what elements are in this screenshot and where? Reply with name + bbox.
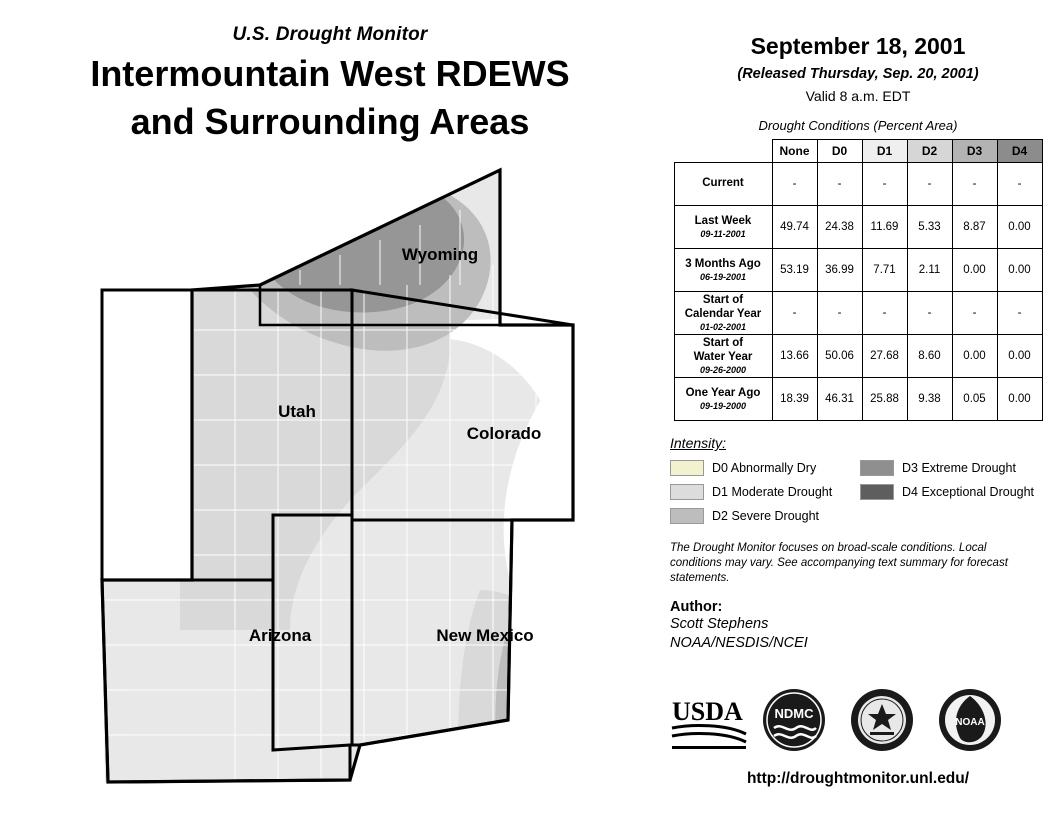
program-title: U.S. Drought Monitor bbox=[232, 24, 428, 45]
cell-d0: 36.99 bbox=[817, 249, 862, 292]
row-label-date: 09-11-2001 bbox=[700, 229, 746, 240]
row-label-text: Current bbox=[702, 177, 744, 190]
noaa-logo bbox=[938, 688, 1002, 757]
cell-d4: 0.00 bbox=[997, 249, 1042, 292]
author-heading: Author: bbox=[670, 598, 723, 615]
legend-label-d4: D4 Exceptional Drought bbox=[902, 485, 1035, 499]
author-name: Scott Stephens bbox=[670, 615, 769, 632]
row-label-date: 06-19-2001 bbox=[699, 272, 747, 283]
swatch-d1-icon bbox=[670, 484, 704, 500]
cell-d3: 0.00 bbox=[952, 335, 997, 378]
cell-d3: 8.87 bbox=[952, 206, 997, 249]
cell-d1: 27.68 bbox=[862, 335, 907, 378]
map-label-utah: Utah bbox=[278, 402, 316, 421]
row-label-text: Start of Water Year bbox=[693, 336, 753, 363]
release-date: (Released Thursday, Sep. 20, 2001) bbox=[737, 66, 979, 82]
cell-d1: 25.88 bbox=[862, 378, 907, 421]
map-area-d2-south bbox=[495, 630, 568, 786]
table-col-d4: D4 bbox=[997, 140, 1042, 163]
cell-d2: - bbox=[907, 292, 952, 335]
table-row bbox=[674, 163, 1042, 206]
row-label-one-year-ago bbox=[674, 378, 772, 421]
cell-none: 53.19 bbox=[772, 249, 817, 292]
row-label-date: 09-26-2000 bbox=[699, 365, 747, 376]
table-col-d1: D1 bbox=[862, 140, 907, 163]
map-area-d1-south bbox=[458, 590, 572, 785]
map-label-wyoming: Wyoming bbox=[401, 245, 479, 264]
drought-map bbox=[60, 160, 660, 800]
cell-d1: 7.71 bbox=[862, 249, 907, 292]
usda-seal-logo bbox=[850, 688, 914, 757]
author-affiliation: NOAA/NESDIS/NCEI bbox=[670, 635, 808, 652]
table-caption: Drought Conditions (Percent Area) bbox=[758, 118, 958, 133]
swatch-d3-icon bbox=[860, 460, 894, 476]
swatch-d2-icon bbox=[670, 508, 704, 524]
legend-column-left bbox=[670, 457, 860, 529]
legend-column-right bbox=[860, 457, 1040, 505]
row-label-text: Last Week bbox=[694, 214, 752, 227]
table-col-d3: D3 bbox=[952, 140, 997, 163]
legend-label-d3: D3 Extreme Drought bbox=[902, 461, 1016, 475]
legend-item-d1 bbox=[670, 481, 860, 503]
cell-d2: 9.38 bbox=[907, 378, 952, 421]
legend-label-d2: D2 Severe Drought bbox=[712, 509, 820, 523]
intensity-legend bbox=[670, 457, 1046, 529]
page-title-line1: Intermountain West RDEWS bbox=[90, 53, 570, 94]
cell-d2: 5.33 bbox=[907, 206, 952, 249]
logo-row bbox=[660, 688, 1056, 758]
row-label-text: One Year Ago bbox=[685, 386, 761, 399]
cell-d3: 0.00 bbox=[952, 249, 997, 292]
table-row bbox=[674, 378, 1042, 421]
map-label-new-mexico: New Mexico bbox=[436, 626, 534, 645]
cell-d1: - bbox=[862, 292, 907, 335]
row-label-start-water-year bbox=[674, 335, 772, 378]
row-label-date: 01-02-2001 bbox=[699, 322, 747, 333]
legend-heading: Intensity: bbox=[670, 435, 727, 451]
cell-d3: - bbox=[952, 163, 997, 206]
table-row bbox=[674, 249, 1042, 292]
cell-none: 18.39 bbox=[772, 378, 817, 421]
cell-d1: - bbox=[862, 163, 907, 206]
cell-d4: - bbox=[997, 163, 1042, 206]
legend-label-d1: D1 Moderate Drought bbox=[712, 485, 833, 499]
legend-item-d0 bbox=[670, 457, 860, 479]
row-label-start-calendar-year bbox=[674, 292, 772, 335]
page-title-line2: and Surrounding Areas bbox=[130, 100, 530, 142]
cell-d3: - bbox=[952, 292, 997, 335]
cell-none: - bbox=[772, 163, 817, 206]
cell-d1: 11.69 bbox=[862, 206, 907, 249]
title-block bbox=[0, 24, 660, 145]
cell-d0: 24.38 bbox=[817, 206, 862, 249]
cell-d0: 50.06 bbox=[817, 335, 862, 378]
legend-item-d4 bbox=[860, 481, 1040, 503]
svg-text:NDMC: NDMC bbox=[774, 706, 814, 721]
cell-d3: 0.05 bbox=[952, 378, 997, 421]
map-label-colorado: Colorado bbox=[466, 424, 542, 443]
map-date: September 18, 2001 bbox=[750, 33, 966, 59]
cell-d0: - bbox=[817, 163, 862, 206]
ndmc-logo bbox=[762, 688, 826, 757]
disclaimer-text: The Drought Monitor focuses on broad-scale conditions. Local conditions may vary. See accompanying text summary for forecast statements. bbox=[670, 542, 1008, 585]
cell-d0: - bbox=[817, 292, 862, 335]
website-url[interactable]: http://droughtmonitor.unl.edu/ bbox=[746, 770, 970, 787]
legend-label-d0: D0 Abnormally Dry bbox=[712, 461, 817, 475]
cell-d2: - bbox=[907, 163, 952, 206]
map-label-arizona: Arizona bbox=[248, 626, 312, 645]
row-label-3-months-ago bbox=[674, 249, 772, 292]
swatch-d0-icon bbox=[670, 460, 704, 476]
cell-none: 49.74 bbox=[772, 206, 817, 249]
row-label-current bbox=[674, 163, 772, 206]
row-label-last-week bbox=[674, 206, 772, 249]
row-label-text: 3 Months Ago bbox=[685, 257, 761, 270]
cell-d2: 2.11 bbox=[907, 249, 952, 292]
legend-item-d2 bbox=[670, 505, 860, 527]
cell-d4: - bbox=[997, 292, 1042, 335]
swatch-d4-icon bbox=[860, 484, 894, 500]
map-drought-layers bbox=[60, 160, 660, 800]
valid-time: Valid 8 a.m. EDT bbox=[805, 88, 911, 104]
info-panel bbox=[660, 0, 1056, 816]
cell-d4: 0.00 bbox=[997, 378, 1042, 421]
cell-d0: 46.31 bbox=[817, 378, 862, 421]
table-col-none: None bbox=[772, 140, 817, 163]
table-row bbox=[674, 206, 1042, 249]
drought-conditions-table bbox=[674, 139, 1043, 421]
cell-d2: 8.60 bbox=[907, 335, 952, 378]
row-label-date: 09-19-2000 bbox=[699, 401, 747, 412]
cell-none: - bbox=[772, 292, 817, 335]
svg-text:USDA: USDA bbox=[672, 697, 743, 726]
table-col-d0: D0 bbox=[817, 140, 862, 163]
cell-d4: 0.00 bbox=[997, 206, 1042, 249]
table-row bbox=[674, 292, 1042, 335]
page-title bbox=[0, 50, 660, 145]
table-header-row bbox=[674, 140, 1042, 163]
legend-item-d3 bbox=[860, 457, 1040, 479]
usda-logo bbox=[670, 694, 750, 757]
cell-none: 13.66 bbox=[772, 335, 817, 378]
table-row bbox=[674, 335, 1042, 378]
cell-d4: 0.00 bbox=[997, 335, 1042, 378]
table-col-d2: D2 bbox=[907, 140, 952, 163]
row-label-text: Start of Calendar Year bbox=[684, 293, 762, 320]
table-corner-cell bbox=[674, 140, 772, 163]
svg-text:NOAA: NOAA bbox=[955, 717, 985, 728]
